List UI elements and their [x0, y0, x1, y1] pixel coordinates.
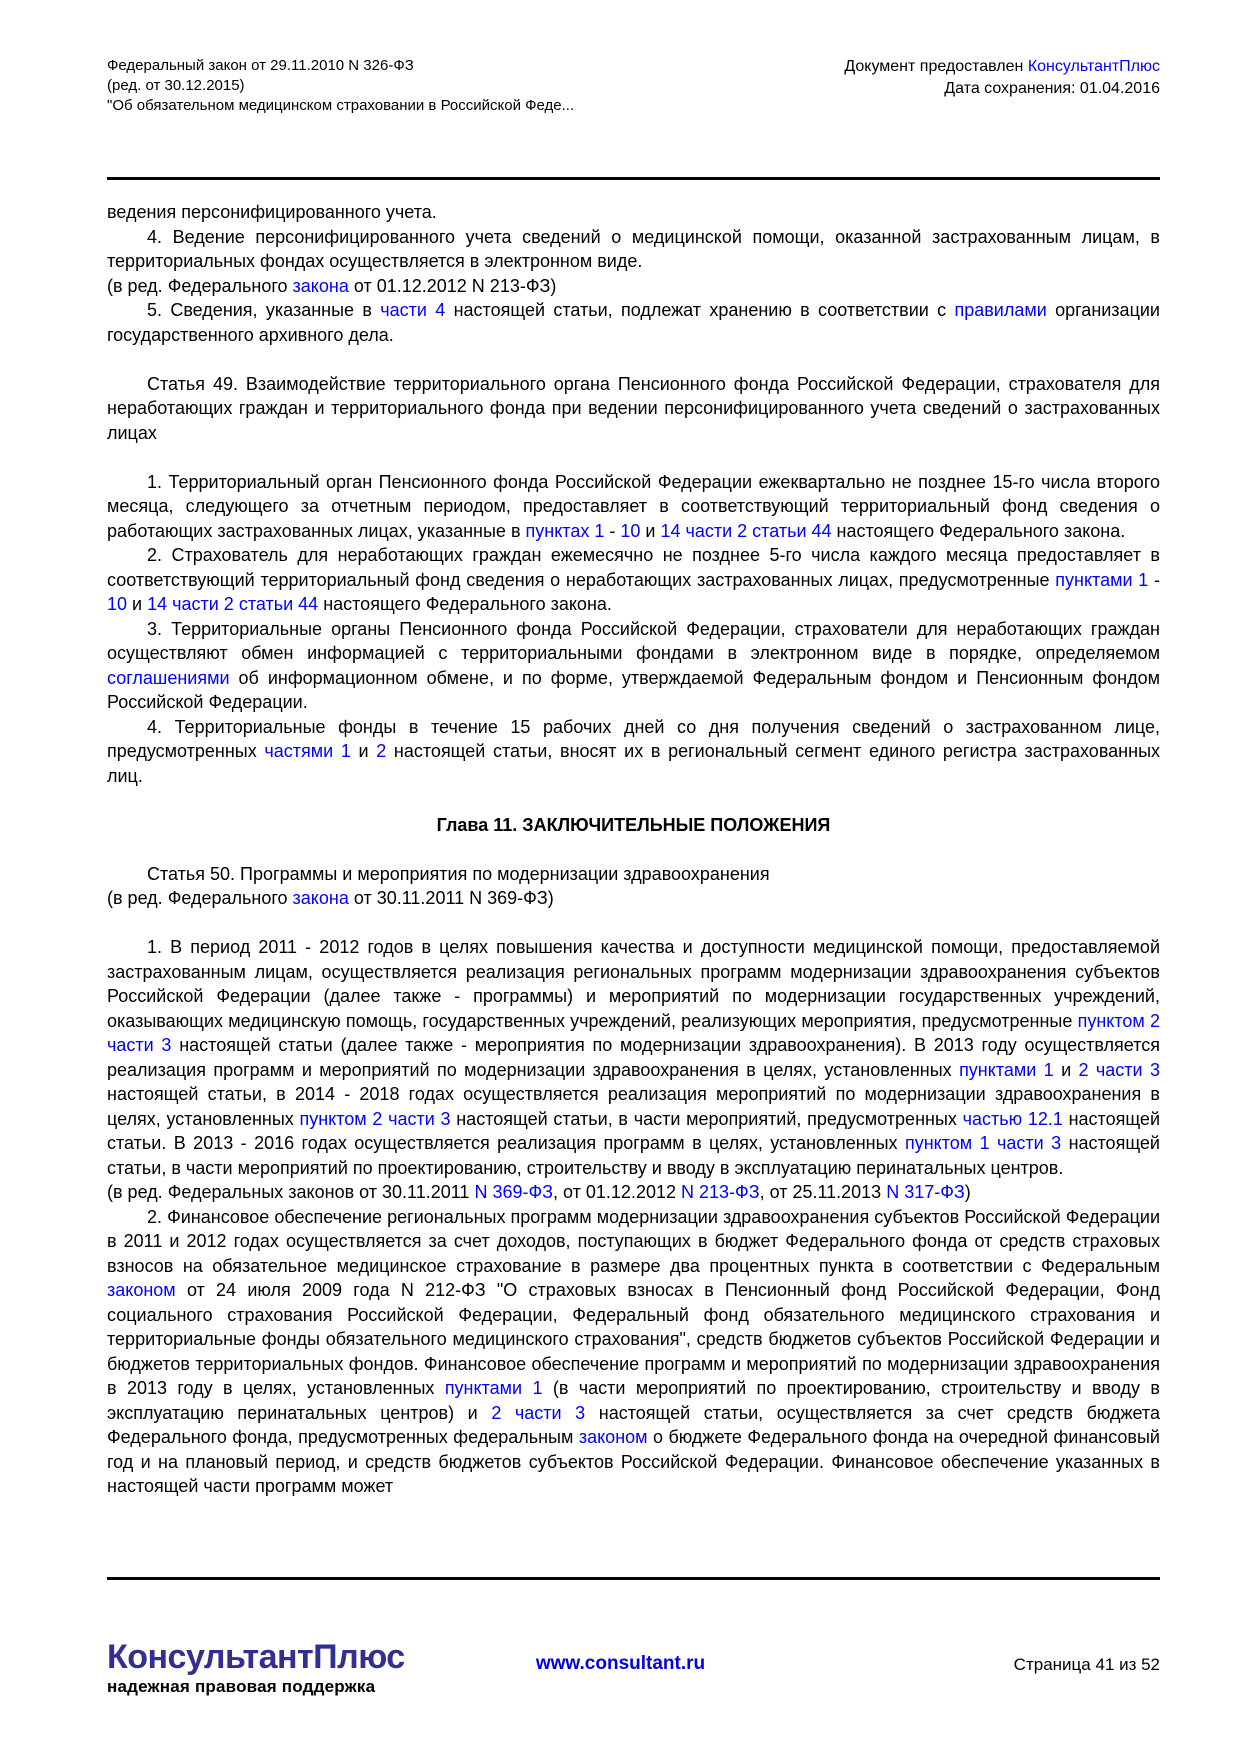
provided-label: Документ предоставлен — [844, 58, 1028, 75]
doc-link[interactable]: 10 — [107, 594, 128, 614]
consultantplus-link[interactable]: КонсультантПлюс — [1027, 58, 1160, 75]
paragraph-note: (в ред. Федерального закона от 30.11.2011 N 369-ФЗ) — [107, 888, 554, 908]
page-header — [107, 56, 1160, 116]
paragraph-chapter: Глава 11. ЗАКЛЮЧИТЕЛЬНЫЕ ПОЛОЖЕНИЯ — [436, 814, 831, 835]
doc-link[interactable]: N 369-ФЗ — [474, 1182, 554, 1202]
header-divider — [107, 177, 1160, 180]
doc-link[interactable]: законом — [578, 1427, 648, 1447]
consultant-url-link[interactable]: www.consultant.ru — [535, 1653, 706, 1674]
law-title-line: Федеральный закон от 29.11.2010 N 326-ФЗ — [107, 57, 414, 74]
doc-link[interactable]: пунктом 2 части 3 — [107, 1010, 1160, 1055]
doc-link[interactable]: соглашениями — [107, 667, 230, 688]
doc-link[interactable]: пунктом 2 части 3 — [299, 1108, 451, 1129]
doc-link[interactable]: 10 — [620, 520, 641, 541]
paragraph-note: (в ред. Федеральных законов от 30.11.2011 N 369-ФЗ, от 01.12.2012 N 213-ФЗ, от 25.11.2013 N 317-ФЗ) — [107, 1182, 971, 1202]
doc-link[interactable]: пунктами 1 — [444, 1378, 543, 1398]
doc-link[interactable]: законом — [107, 1280, 176, 1300]
logo-tagline: надежная правовая поддержка — [107, 1677, 376, 1696]
paragraph-text: 4. Территориальные фонды в течение 15 рабочих дней со дня получения сведений о застрахованном лице, предусмотренных частями 1 и 2 настоящей статьи, вносят их в региональный сегмент единого регистра застрахованных лиц. — [107, 716, 1160, 786]
paragraph-text: 3. Территориальные органы Пенсионного фонда Российской Федерации, страхователи для неработающих граждан осуществляют обмен информацией с территориальными фондами в электронном виде в порядке, определяемом соглашениями об информационном обмене, и по форме, утверждаемой Федеральным фондом и Пенсионным фондом Российской Федерации. — [107, 618, 1160, 712]
doc-link[interactable]: 2 части 3 — [1078, 1059, 1160, 1080]
provided-line — [844, 56, 1160, 78]
provided-info-block — [844, 56, 1160, 100]
footer-divider — [107, 1577, 1160, 1580]
paragraph-text: 1. В период 2011 - 2012 годов в целях повышения качества и доступности медицинской помощи, предоставляемой застрахованным лицам, осуществляется реализация региональных программ модернизации здравоохранения субъектов Российской Федерации (далее также - программы) и мероприятий по модернизации государственных учреждений, оказывающих медицинскую помощь, государственных учреждений, реализующих мероприятия, предусмотренные пунктом 2 части 3 настоящей статьи (далее также - мероприятия по модернизации здравоохранения). В 2013 году осуществляется реализация программ и мероприятий по модернизации здравоохранения в целях, установленных пунктами 1 и 2 части 3 настоящей статьи, в 2014 - 2018 годах осуществляется реализация мероприятий по модернизации здравоохранения в целях, установленных пунктом 2 части 3 настоящей статьи, в части мероприятий, предусмотренных частью 12.1 настоящей статьи. В 2013 - 2016 годах осуществляется реализация программ в целях, установленных пунктом 1 части 3 настоящей статьи, в части мероприятий по проектированию, строительству и вводу в эксплуатацию перинатальных центров. — [107, 937, 1160, 1178]
saved-date: Дата сохранения: 01.04.2016 — [944, 80, 1160, 97]
paragraph-text: 1. Территориальный орган Пенсионного фонда Российской Федерации ежеквартально не позднее 15-го числа второго месяца, следующего за отчетным периодом, предоставляет в соответствующий территориальный фонд сведения о работающих застрахованных лицах, указанные в пунктах 1 - 10 и 14 части 2 статьи 44 настоящего Федерального закона. — [107, 471, 1160, 541]
paragraph-article: Статья 50. Программы и мероприятия по модернизации здравоохранения — [147, 863, 770, 884]
logo-text: КонсультантПлюс — [107, 1638, 405, 1676]
doc-link[interactable]: пунктом 1 части 3 — [904, 1133, 1062, 1153]
doc-link[interactable]: правилами — [954, 300, 1047, 320]
paragraph-text: 2. Финансовое обеспечение региональных программ модернизации здравоохранения субъектов Российской Федерации в 2011 и 2012 годах осуществляется за счет доходов, поступающих в бюджет Федерального фонда от средств страховых взносов на обязательное медицинское страхование в размере два процентных пункта в соответствии с Федеральным законом от 24 июля 2009 года N 212-ФЗ "О страховых взносах в Пенсионный фонд Российской Федерации, Фонд социального страхования Российской Федерации, Федеральный фонд обязательного медицинского страхования и территориальные фонды обязательного медицинского страхования", средств бюджетов субъектов Российской Федерации и бюджетов территориальных фондов. Финансовое обеспечение программ и мероприятий по модернизации здравоохранения в 2013 году в целях, установленных пунктами 1 (в части мероприятий по проектированию, строительству и вводу в эксплуатацию перинатальных центров) и 2 части 3 настоящей статьи, осуществляется за счет средств бюджета Федерального фонда, предусмотренных федеральным законом о бюджете Федерального фонда на очередной финансовый год и на плановый период, и средств бюджетов субъектов Российской Федерации. Финансовое обеспечение указанных в настоящей части программ может — [107, 1206, 1160, 1496]
doc-link[interactable]: частями 1 — [264, 741, 351, 761]
doc-link[interactable]: 2 — [376, 741, 387, 761]
doc-link[interactable]: частью 12.1 — [962, 1108, 1063, 1129]
doc-link[interactable]: N 317-ФЗ — [886, 1182, 965, 1202]
document-title-block — [107, 56, 574, 116]
doc-link[interactable]: пунктами 1 — [959, 1059, 1054, 1080]
paragraph-note: (в ред. Федерального закона от 01.12.2012 N 213-ФЗ) — [107, 275, 557, 296]
doc-link[interactable]: закона — [292, 888, 349, 908]
doc-link[interactable]: N 213-ФЗ — [680, 1182, 760, 1202]
paragraph-text: 2. Страхователь для неработающих граждан ежемесячно не позднее 5-го числа каждого месяца предоставляет в соответствующий территориальный фонд сведения о неработающих застрахованных лицах, предусмотренные пунктами 1 - 10 и 14 части 2 статьи 44 настоящего Федерального закона. — [107, 545, 1160, 614]
paragraph-text: 4. Ведение персонифицированного учета сведений о медицинской помощи, оказанной застрахованным лицам, в территориальных фондах осуществляется в электронном виде. — [107, 226, 1160, 271]
paragraph-text: 5. Сведения, указанные в части 4 настоящей статьи, подлежат хранению в соответствии с правилами организации государственного архивного дела. — [107, 300, 1160, 345]
page-number: Страница 41 из 52 — [1013, 1655, 1160, 1674]
doc-link[interactable]: закона — [292, 275, 349, 296]
paragraph-article: Статья 49. Взаимодействие территориального органа Пенсионного фонда Российской Федерации, страхователя для неработающих граждан и территориального фонда при ведении персонифицированного учета сведений о застрахованных лицах — [107, 373, 1160, 443]
doc-link[interactable]: 2 части 3 — [491, 1402, 586, 1423]
paragraph-cont: ведения персонифицированного учета. — [107, 202, 437, 222]
doc-link[interactable]: части 4 — [380, 300, 446, 320]
law-name-line: "Об обязательном медицинском страховании в Российской Феде... — [107, 97, 575, 114]
document-body — [107, 200, 1160, 1574]
doc-link[interactable]: 14 части 2 статьи 44 — [660, 520, 832, 541]
doc-link[interactable]: пунктах 1 — [525, 520, 605, 541]
doc-link[interactable]: 14 части 2 статьи 44 — [147, 594, 319, 614]
law-edition-line: (ред. от 30.12.2015) — [107, 77, 245, 94]
doc-link[interactable]: пунктами 1 — [1055, 569, 1149, 590]
